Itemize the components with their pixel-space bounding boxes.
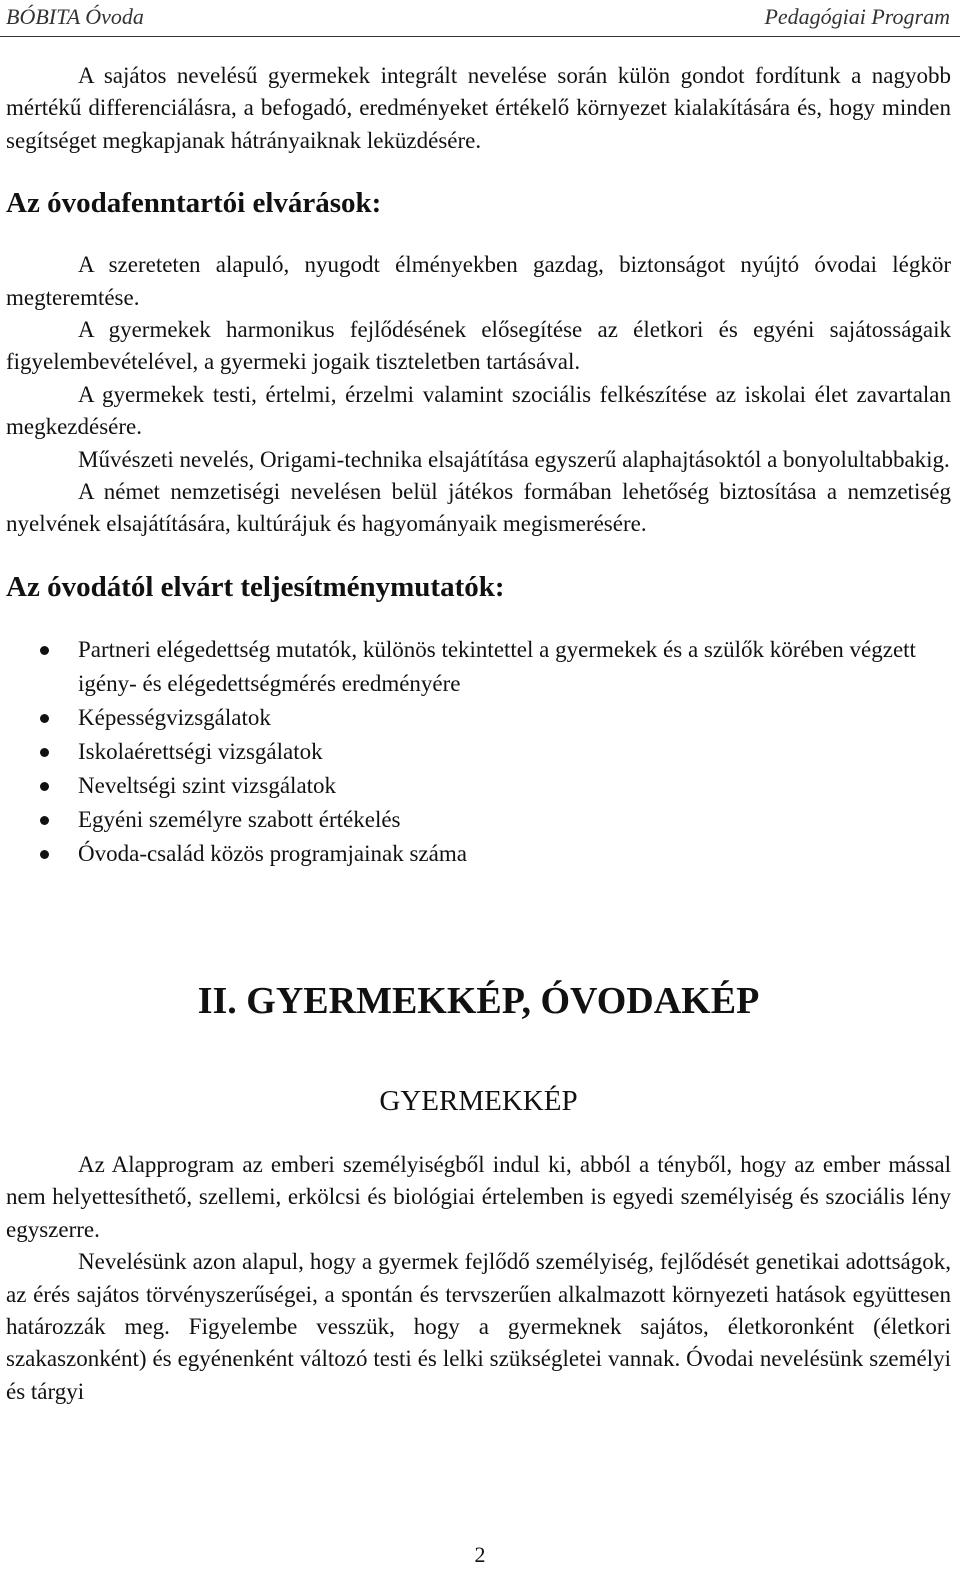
- intro-paragraph: A sajátos nevelésű gyermekek integrált nevelése során külön gondot fordítunk a nagyobb mértékű differenciálásra, a befogadó, eredményeket értékelő környezet kialakítására és, hogy minden segítséget megkapjanak hátrányaiknak leküzdésére.: [6, 63, 951, 153]
- chapter-subtitle: GYERMEKKÉP: [379, 1084, 578, 1117]
- section-heading-maintainer-expectations: Az óvodafenntartói elvárások:: [6, 187, 382, 220]
- page-content: [6, 60, 951, 1408]
- bullet-icon: [40, 748, 49, 757]
- list-item: Neveltségi szint vizsgálatok: [6, 769, 951, 803]
- page-number: 2: [474, 1542, 486, 1567]
- header-institution: BÓBITA Óvoda: [6, 4, 144, 29]
- expectation-paragraph: Művészeti nevelés, Origami-technika elsajátítása egyszerű alaphajtásoktól a bonyolultabbakig.: [78, 446, 950, 472]
- expectation-paragraph: A német nemzetiségi nevelésen belül játékos formában lehetőség biztosítása a nemzetiség nyelvének elsajátítására, kultúrájuk és hagyományaik megismerésére.: [6, 479, 951, 537]
- expectation-paragraph: A gyermekek harmonikus fejlődésének elősegítése az életkori és egyéni sajátosságaik figyelembevételével, a gyermeki jogaik tiszteletben tartásával.: [6, 317, 951, 375]
- body-paragraph: Nevelésünk azon alapul, hogy a gyermek fejlődő személyiség, fejlődését genetikai adottságok, az érés sajátos törvényszerűségei, a spontán és tervszerűen alkalmazott környezeti hatások együttesen határozzák meg. Figyelembe vesszük, hogy a gyermeknek sajátos, életkoronként (életkori szakaszonként) és egyénenként változó testi és lelki szükségletei vannak. Óvodai nevelésünk személyi és tárgyi: [6, 1249, 951, 1404]
- indicator-list: [6, 633, 951, 871]
- list-item: Iskolaérettségi vizsgálatok: [6, 735, 951, 769]
- page-header: [6, 4, 950, 34]
- expectation-paragraph: A gyermekek testi, értelmi, érzelmi valamint szociális felkészítése az iskolai élet zavartalan megkezdésére.: [6, 381, 951, 440]
- bullet-icon: [40, 850, 49, 859]
- chapter-title: II. GYERMEKKÉP, ÓVODAKÉP: [197, 979, 760, 1022]
- list-item: Partneri elégedettség mutatók, különös tekintettel a gyermekek és a szülők körében végzett igény- és elégedettségmérés eredményére: [6, 633, 951, 701]
- header-document-title: Pedagógiai Program: [764, 4, 950, 29]
- section-heading-performance-indicators: Az óvodától elvárt teljesítménymutatók:: [6, 570, 505, 603]
- bullet-icon: [40, 816, 49, 825]
- header-rule: [0, 36, 960, 37]
- expectation-paragraph: A szereteten alapuló, nyugodt élményekben gazdag, biztonságot nyújtó óvodai légkör megteremtése.: [6, 252, 951, 310]
- list-item: Képességvizsgálatok: [6, 701, 951, 735]
- bullet-icon: [40, 646, 49, 655]
- body-paragraph: Az Alapprogram az emberi személyiségből indul ki, abból a tényből, hogy az ember mással nem helyettesíthető, szellemi, erkölcsi és biológiai értelemben is egyedi személyiség és szociális lény egyszerre.: [6, 1151, 951, 1242]
- list-item: Óvoda-család közös programjainak száma: [6, 837, 951, 871]
- bullet-icon: [40, 714, 49, 723]
- list-item: Egyéni személyre szabott értékelés: [6, 803, 951, 837]
- bullet-icon: [40, 782, 49, 791]
